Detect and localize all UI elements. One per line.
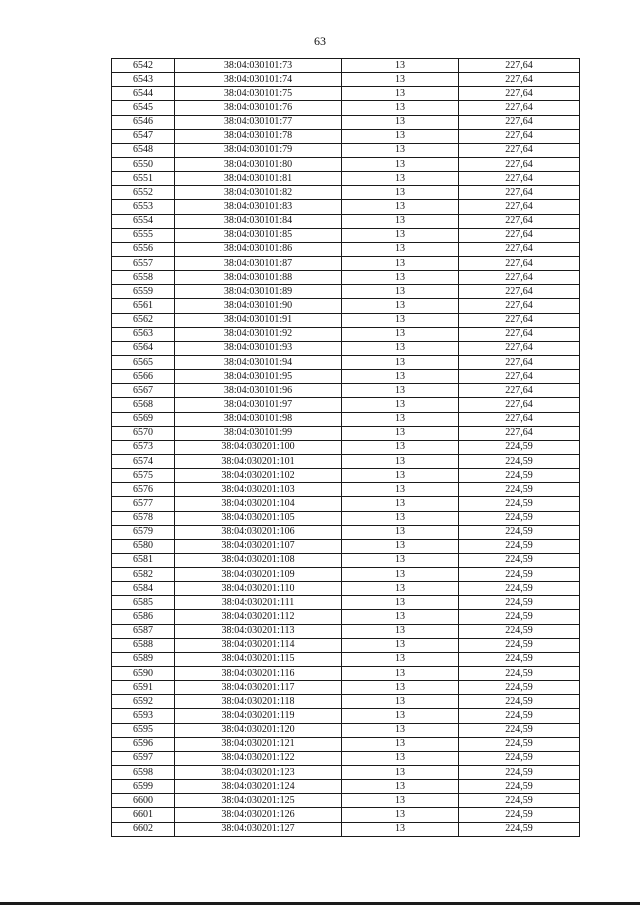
value-cell: 224,59	[459, 794, 580, 808]
row-number-cell: 6561	[112, 299, 175, 313]
row-number-cell: 6579	[112, 525, 175, 539]
cadastral-number-cell: 38:04:030101:90	[175, 299, 342, 313]
code-cell: 13	[342, 115, 459, 129]
row-number-cell: 6548	[112, 143, 175, 157]
cadastral-number-cell: 38:04:030201:126	[175, 808, 342, 822]
value-cell: 224,59	[459, 596, 580, 610]
code-cell: 13	[342, 355, 459, 369]
code-cell: 13	[342, 794, 459, 808]
code-cell: 13	[342, 370, 459, 384]
table-row	[112, 568, 580, 582]
row-number-cell: 6575	[112, 469, 175, 483]
code-cell: 13	[342, 667, 459, 681]
value-cell: 224,59	[459, 751, 580, 765]
table-row	[112, 143, 580, 157]
row-number-cell: 6563	[112, 327, 175, 341]
cadastral-number-cell: 38:04:030201:107	[175, 539, 342, 553]
value-cell: 224,59	[459, 780, 580, 794]
row-number-cell: 6562	[112, 313, 175, 327]
code-cell: 13	[342, 525, 459, 539]
code-cell: 13	[342, 256, 459, 270]
table-row	[112, 624, 580, 638]
value-cell: 224,59	[459, 737, 580, 751]
table-row	[112, 172, 580, 186]
cadastral-number-cell: 38:04:030201:103	[175, 483, 342, 497]
cadastral-number-cell: 38:04:030101:77	[175, 115, 342, 129]
row-number-cell: 6589	[112, 652, 175, 666]
cadastral-table	[111, 58, 580, 837]
cadastral-number-cell: 38:04:030201:119	[175, 709, 342, 723]
cadastral-number-cell: 38:04:030101:96	[175, 384, 342, 398]
value-cell: 227,64	[459, 214, 580, 228]
code-cell: 13	[342, 242, 459, 256]
table-row	[112, 652, 580, 666]
code-cell: 13	[342, 412, 459, 426]
cadastral-number-cell: 38:04:030101:87	[175, 256, 342, 270]
value-cell: 224,59	[459, 454, 580, 468]
cadastral-number-cell: 38:04:030201:113	[175, 624, 342, 638]
cadastral-number-cell: 38:04:030101:91	[175, 313, 342, 327]
code-cell: 13	[342, 695, 459, 709]
cadastral-number-cell: 38:04:030101:85	[175, 228, 342, 242]
row-number-cell: 6557	[112, 256, 175, 270]
cadastral-number-cell: 38:04:030101:86	[175, 242, 342, 256]
value-cell: 224,59	[459, 695, 580, 709]
value-cell: 227,64	[459, 370, 580, 384]
cadastral-number-cell: 38:04:030101:79	[175, 143, 342, 157]
code-cell: 13	[342, 87, 459, 101]
code-cell: 13	[342, 285, 459, 299]
value-cell: 224,59	[459, 667, 580, 681]
table-row	[112, 341, 580, 355]
code-cell: 13	[342, 299, 459, 313]
table-row	[112, 313, 580, 327]
row-number-cell: 6602	[112, 822, 175, 836]
row-number-cell: 6553	[112, 200, 175, 214]
code-cell: 13	[342, 398, 459, 412]
value-cell: 227,64	[459, 200, 580, 214]
value-cell: 227,64	[459, 256, 580, 270]
table-row	[112, 299, 580, 313]
code-cell: 13	[342, 610, 459, 624]
table-row	[112, 539, 580, 553]
code-cell: 13	[342, 539, 459, 553]
row-number-cell: 6554	[112, 214, 175, 228]
value-cell: 227,64	[459, 129, 580, 143]
row-number-cell: 6577	[112, 497, 175, 511]
row-number-cell: 6581	[112, 553, 175, 567]
code-cell: 13	[342, 511, 459, 525]
table-row	[112, 667, 580, 681]
value-cell: 224,59	[459, 652, 580, 666]
cadastral-number-cell: 38:04:030101:81	[175, 172, 342, 186]
code-cell: 13	[342, 638, 459, 652]
table-row	[112, 766, 580, 780]
row-number-cell: 6586	[112, 610, 175, 624]
code-cell: 13	[342, 271, 459, 285]
code-cell: 13	[342, 737, 459, 751]
value-cell: 227,64	[459, 412, 580, 426]
row-number-cell: 6543	[112, 73, 175, 87]
code-cell: 13	[342, 681, 459, 695]
row-number-cell: 6545	[112, 101, 175, 115]
table-row	[112, 469, 580, 483]
cadastral-number-cell: 38:04:030101:93	[175, 341, 342, 355]
code-cell: 13	[342, 186, 459, 200]
value-cell: 227,64	[459, 313, 580, 327]
value-cell: 227,64	[459, 59, 580, 73]
cadastral-number-cell: 38:04:030201:110	[175, 582, 342, 596]
row-number-cell: 6546	[112, 115, 175, 129]
row-number-cell: 6559	[112, 285, 175, 299]
table-row	[112, 525, 580, 539]
value-cell: 224,59	[459, 582, 580, 596]
code-cell: 13	[342, 723, 459, 737]
value-cell: 227,64	[459, 157, 580, 171]
cadastral-number-cell: 38:04:030201:112	[175, 610, 342, 624]
value-cell: 227,64	[459, 101, 580, 115]
row-number-cell: 6596	[112, 737, 175, 751]
row-number-cell: 6564	[112, 341, 175, 355]
row-number-cell: 6591	[112, 681, 175, 695]
cadastral-number-cell: 38:04:030201:121	[175, 737, 342, 751]
table-row	[112, 553, 580, 567]
value-cell: 224,59	[459, 525, 580, 539]
value-cell: 224,59	[459, 723, 580, 737]
row-number-cell: 6550	[112, 157, 175, 171]
table-row	[112, 384, 580, 398]
code-cell: 13	[342, 808, 459, 822]
cadastral-number-cell: 38:04:030101:88	[175, 271, 342, 285]
row-number-cell: 6544	[112, 87, 175, 101]
value-cell: 227,64	[459, 341, 580, 355]
table-row	[112, 228, 580, 242]
value-cell: 227,64	[459, 242, 580, 256]
row-number-cell: 6558	[112, 271, 175, 285]
table-row	[112, 115, 580, 129]
row-number-cell: 6578	[112, 511, 175, 525]
code-cell: 13	[342, 341, 459, 355]
row-number-cell: 6598	[112, 766, 175, 780]
cadastral-number-cell: 38:04:030101:92	[175, 327, 342, 341]
cadastral-number-cell: 38:04:030201:104	[175, 497, 342, 511]
code-cell: 13	[342, 129, 459, 143]
table-row	[112, 412, 580, 426]
row-number-cell: 6551	[112, 172, 175, 186]
row-number-cell: 6556	[112, 242, 175, 256]
code-cell: 13	[342, 172, 459, 186]
code-cell: 13	[342, 469, 459, 483]
cadastral-number-cell: 38:04:030201:120	[175, 723, 342, 737]
table-row	[112, 370, 580, 384]
row-number-cell: 6552	[112, 186, 175, 200]
cadastral-number-cell: 38:04:030201:122	[175, 751, 342, 765]
value-cell: 227,64	[459, 271, 580, 285]
cadastral-number-cell: 38:04:030201:115	[175, 652, 342, 666]
table-row	[112, 681, 580, 695]
cadastral-number-cell: 38:04:030201:105	[175, 511, 342, 525]
code-cell: 13	[342, 73, 459, 87]
value-cell: 227,64	[459, 299, 580, 313]
code-cell: 13	[342, 384, 459, 398]
code-cell: 13	[342, 313, 459, 327]
row-number-cell: 6597	[112, 751, 175, 765]
cadastral-number-cell: 38:04:030101:83	[175, 200, 342, 214]
table-row	[112, 129, 580, 143]
table-row	[112, 327, 580, 341]
value-cell: 227,64	[459, 285, 580, 299]
value-cell: 224,59	[459, 681, 580, 695]
code-cell: 13	[342, 624, 459, 638]
row-number-cell: 6584	[112, 582, 175, 596]
table-row	[112, 596, 580, 610]
table-row	[112, 256, 580, 270]
value-cell: 227,64	[459, 143, 580, 157]
code-cell: 13	[342, 751, 459, 765]
value-cell: 227,64	[459, 398, 580, 412]
table-row	[112, 695, 580, 709]
value-cell: 227,64	[459, 172, 580, 186]
row-number-cell: 6542	[112, 59, 175, 73]
table-row	[112, 638, 580, 652]
table-row	[112, 73, 580, 87]
row-number-cell: 6565	[112, 355, 175, 369]
cadastral-number-cell: 38:04:030201:114	[175, 638, 342, 652]
cadastral-number-cell: 38:04:030201:109	[175, 568, 342, 582]
row-number-cell: 6580	[112, 539, 175, 553]
code-cell: 13	[342, 228, 459, 242]
cadastral-number-cell: 38:04:030101:89	[175, 285, 342, 299]
row-number-cell: 6593	[112, 709, 175, 723]
value-cell: 224,59	[459, 822, 580, 836]
cadastral-number-cell: 38:04:030201:101	[175, 454, 342, 468]
table-row	[112, 87, 580, 101]
page-number: 63	[314, 34, 326, 48]
cadastral-number-cell: 38:04:030101:84	[175, 214, 342, 228]
cadastral-number-cell: 38:04:030201:106	[175, 525, 342, 539]
table-row	[112, 214, 580, 228]
table-row	[112, 751, 580, 765]
cadastral-number-cell: 38:04:030201:125	[175, 794, 342, 808]
code-cell: 13	[342, 157, 459, 171]
code-cell: 13	[342, 709, 459, 723]
code-cell: 13	[342, 596, 459, 610]
cadastral-number-cell: 38:04:030201:123	[175, 766, 342, 780]
value-cell: 224,59	[459, 808, 580, 822]
cadastral-number-cell: 38:04:030101:78	[175, 129, 342, 143]
value-cell: 227,64	[459, 384, 580, 398]
row-number-cell: 6585	[112, 596, 175, 610]
value-cell: 224,59	[459, 709, 580, 723]
table-row	[112, 822, 580, 836]
value-cell: 227,64	[459, 115, 580, 129]
table-body	[112, 59, 580, 837]
code-cell: 13	[342, 143, 459, 157]
row-number-cell: 6588	[112, 638, 175, 652]
value-cell: 224,59	[459, 568, 580, 582]
code-cell: 13	[342, 553, 459, 567]
table-row	[112, 808, 580, 822]
value-cell: 224,59	[459, 553, 580, 567]
table-row	[112, 355, 580, 369]
cadastral-number-cell: 38:04:030201:111	[175, 596, 342, 610]
row-number-cell: 6595	[112, 723, 175, 737]
cadastral-number-cell: 38:04:030201:118	[175, 695, 342, 709]
cadastral-number-cell: 38:04:030101:82	[175, 186, 342, 200]
cadastral-number-cell: 38:04:030201:124	[175, 780, 342, 794]
code-cell: 13	[342, 426, 459, 440]
table-row	[112, 794, 580, 808]
row-number-cell: 6576	[112, 483, 175, 497]
table-row	[112, 426, 580, 440]
cadastral-number-cell: 38:04:030101:95	[175, 370, 342, 384]
table-row	[112, 723, 580, 737]
table-row	[112, 398, 580, 412]
row-number-cell: 6574	[112, 454, 175, 468]
table-row	[112, 59, 580, 73]
table-row	[112, 497, 580, 511]
table-row	[112, 582, 580, 596]
code-cell: 13	[342, 200, 459, 214]
value-cell: 227,64	[459, 426, 580, 440]
cadastral-number-cell: 38:04:030101:80	[175, 157, 342, 171]
value-cell: 227,64	[459, 327, 580, 341]
cadastral-number-cell: 38:04:030201:100	[175, 440, 342, 454]
cadastral-number-cell: 38:04:030101:94	[175, 355, 342, 369]
table-row	[112, 709, 580, 723]
code-cell: 13	[342, 822, 459, 836]
code-cell: 13	[342, 483, 459, 497]
value-cell: 224,59	[459, 766, 580, 780]
row-number-cell: 6566	[112, 370, 175, 384]
row-number-cell: 6573	[112, 440, 175, 454]
cadastral-number-cell: 38:04:030201:127	[175, 822, 342, 836]
table-row	[112, 511, 580, 525]
code-cell: 13	[342, 327, 459, 341]
row-number-cell: 6567	[112, 384, 175, 398]
row-number-cell: 6547	[112, 129, 175, 143]
table-row	[112, 200, 580, 214]
value-cell: 224,59	[459, 610, 580, 624]
cadastral-number-cell: 38:04:030101:99	[175, 426, 342, 440]
value-cell: 224,59	[459, 497, 580, 511]
value-cell: 227,64	[459, 228, 580, 242]
code-cell: 13	[342, 652, 459, 666]
table-row	[112, 101, 580, 115]
row-number-cell: 6590	[112, 667, 175, 681]
value-cell: 224,59	[459, 483, 580, 497]
table-row	[112, 242, 580, 256]
code-cell: 13	[342, 101, 459, 115]
cadastral-number-cell: 38:04:030201:117	[175, 681, 342, 695]
table-row	[112, 271, 580, 285]
value-cell: 227,64	[459, 73, 580, 87]
table-row	[112, 440, 580, 454]
row-number-cell: 6569	[112, 412, 175, 426]
row-number-cell: 6568	[112, 398, 175, 412]
code-cell: 13	[342, 497, 459, 511]
code-cell: 13	[342, 582, 459, 596]
cadastral-number-cell: 38:04:030201:116	[175, 667, 342, 681]
value-cell: 224,59	[459, 624, 580, 638]
row-number-cell: 6601	[112, 808, 175, 822]
cadastral-number-cell: 38:04:030201:102	[175, 469, 342, 483]
cadastral-number-cell: 38:04:030101:97	[175, 398, 342, 412]
row-number-cell: 6599	[112, 780, 175, 794]
code-cell: 13	[342, 59, 459, 73]
cadastral-number-cell: 38:04:030201:108	[175, 553, 342, 567]
table-row	[112, 737, 580, 751]
row-number-cell: 6600	[112, 794, 175, 808]
value-cell: 224,59	[459, 511, 580, 525]
code-cell: 13	[342, 440, 459, 454]
code-cell: 13	[342, 454, 459, 468]
table-row	[112, 157, 580, 171]
code-cell: 13	[342, 214, 459, 228]
value-cell: 227,64	[459, 186, 580, 200]
row-number-cell: 6587	[112, 624, 175, 638]
table-row	[112, 610, 580, 624]
cadastral-number-cell: 38:04:030101:76	[175, 101, 342, 115]
value-cell: 224,59	[459, 539, 580, 553]
value-cell: 227,64	[459, 355, 580, 369]
row-number-cell: 6582	[112, 568, 175, 582]
value-cell: 224,59	[459, 440, 580, 454]
row-number-cell: 6555	[112, 228, 175, 242]
value-cell: 227,64	[459, 87, 580, 101]
cadastral-number-cell: 38:04:030101:75	[175, 87, 342, 101]
row-number-cell: 6570	[112, 426, 175, 440]
table-row	[112, 186, 580, 200]
code-cell: 13	[342, 766, 459, 780]
cadastral-number-cell: 38:04:030101:98	[175, 412, 342, 426]
code-cell: 13	[342, 780, 459, 794]
row-number-cell: 6592	[112, 695, 175, 709]
table-row	[112, 285, 580, 299]
value-cell: 224,59	[459, 469, 580, 483]
value-cell: 224,59	[459, 638, 580, 652]
table-row	[112, 454, 580, 468]
cadastral-number-cell: 38:04:030101:73	[175, 59, 342, 73]
code-cell: 13	[342, 568, 459, 582]
table-row	[112, 780, 580, 794]
table-row	[112, 483, 580, 497]
cadastral-number-cell: 38:04:030101:74	[175, 73, 342, 87]
